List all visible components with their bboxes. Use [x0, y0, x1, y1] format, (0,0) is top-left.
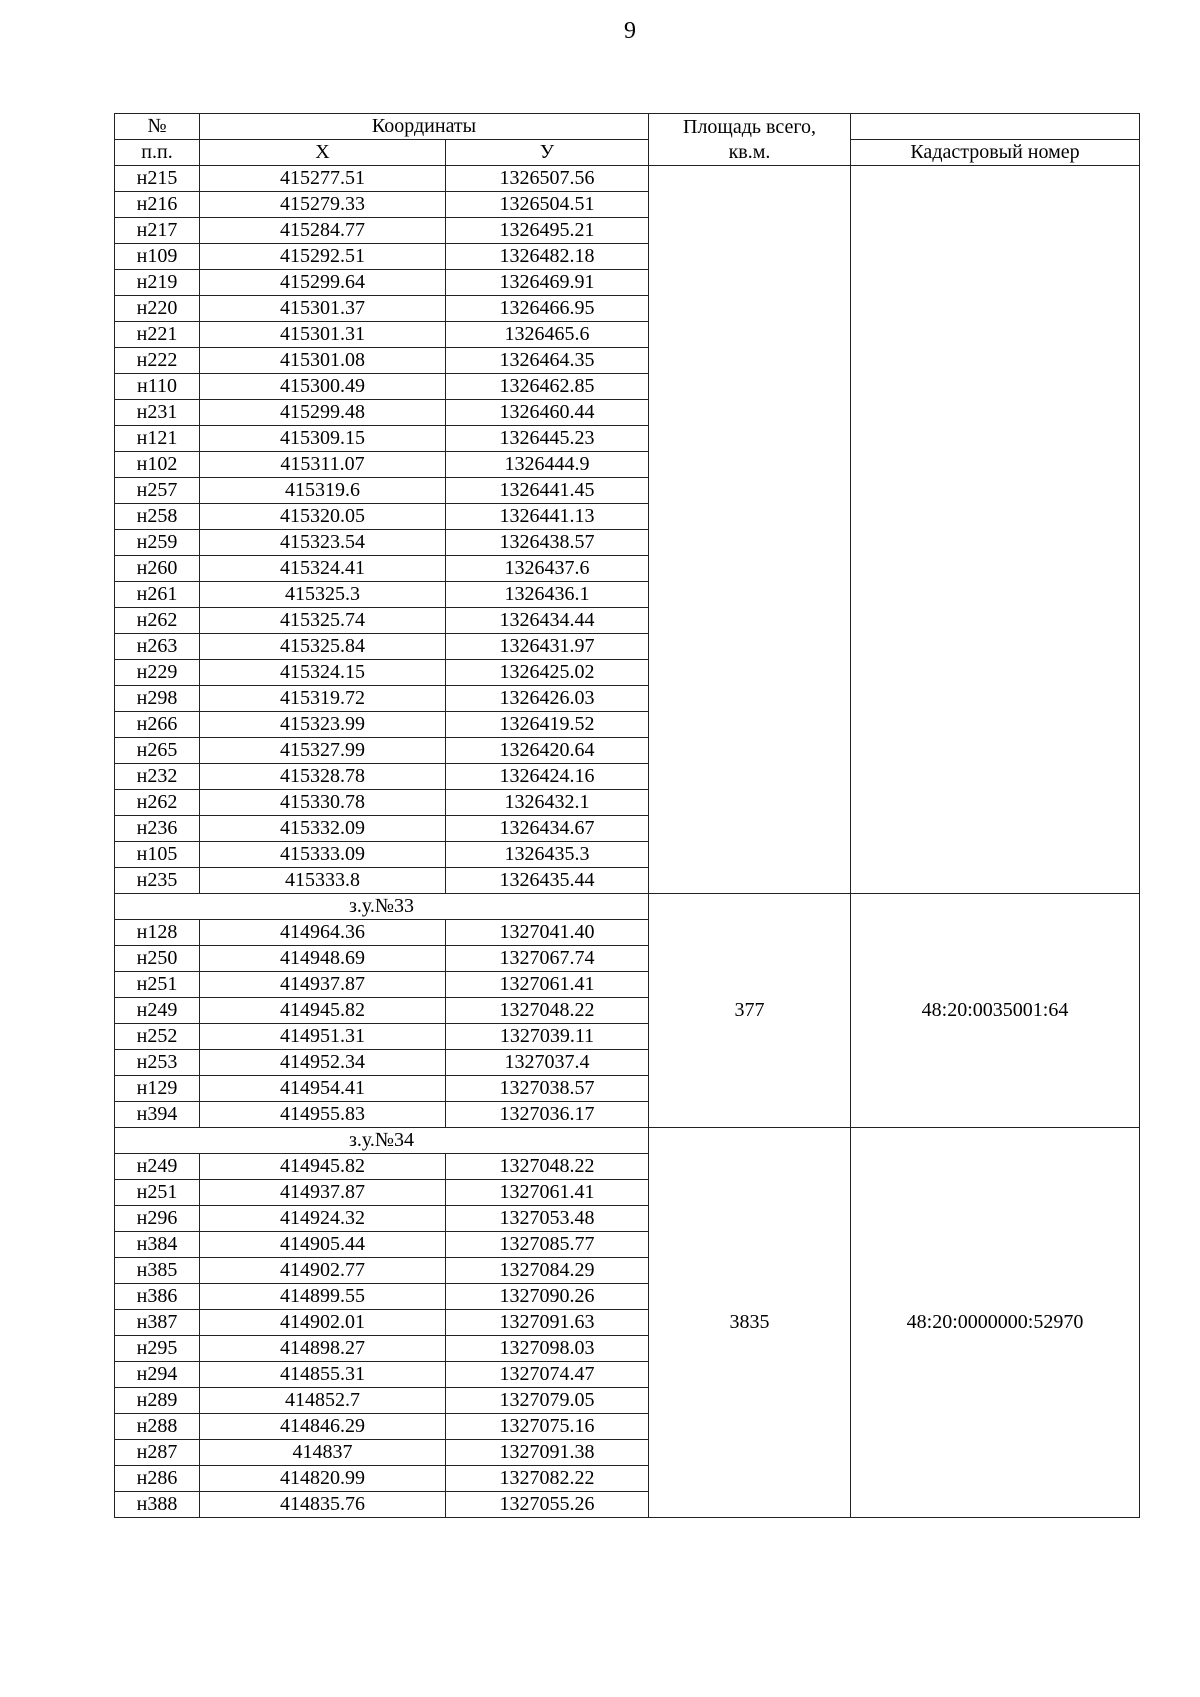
x-coordinate-cell: 415324.41: [200, 556, 446, 582]
y-coordinate-cell: 1327082.22: [446, 1466, 649, 1492]
x-coordinate-cell: 415319.72: [200, 686, 446, 712]
y-coordinate-cell: 1326495.21: [446, 218, 649, 244]
x-coordinate-cell: 415311.07: [200, 452, 446, 478]
point-number-cell: н298: [115, 686, 200, 712]
point-number-cell: н295: [115, 1336, 200, 1362]
x-coordinate-cell: 415301.08: [200, 348, 446, 374]
point-number-cell: н229: [115, 660, 200, 686]
x-coordinate-cell: 414852.7: [200, 1388, 446, 1414]
point-number-cell: н261: [115, 582, 200, 608]
area-header-line1: Площадь всего,: [683, 115, 817, 138]
y-coordinate-cell: 1327038.57: [446, 1076, 649, 1102]
cadastral-value: [851, 166, 1140, 894]
x-coordinate-cell: 414846.29: [200, 1414, 446, 1440]
y-coordinate-cell: 1326424.16: [446, 764, 649, 790]
x-coordinate-cell: 415328.78: [200, 764, 446, 790]
x-coordinate-cell: 415325.3: [200, 582, 446, 608]
y-coordinate-cell: 1327085.77: [446, 1232, 649, 1258]
num-header-line2: п.п.: [115, 140, 200, 166]
y-coordinate-cell: 1326444.9: [446, 452, 649, 478]
y-coordinate-cell: 1326436.1: [446, 582, 649, 608]
point-number-cell: н289: [115, 1388, 200, 1414]
point-number-cell: н258: [115, 504, 200, 530]
point-number-cell: н249: [115, 1154, 200, 1180]
x-coordinate-cell: 414951.31: [200, 1024, 446, 1050]
x-coordinate-cell: 415325.84: [200, 634, 446, 660]
point-number-cell: н109: [115, 244, 200, 270]
x-coordinate-cell: 414899.55: [200, 1284, 446, 1310]
x-coordinate-cell: 415333.09: [200, 842, 446, 868]
y-coordinate-cell: 1327098.03: [446, 1336, 649, 1362]
point-number-cell: н128: [115, 920, 200, 946]
x-coordinate-cell: 415332.09: [200, 816, 446, 842]
x-coordinate-cell: 414948.69: [200, 946, 446, 972]
coordinates-table: [114, 113, 1140, 1518]
x-coordinate-cell: 414837: [200, 1440, 446, 1466]
point-number-cell: н388: [115, 1492, 200, 1518]
y-coordinate-cell: 1326462.85: [446, 374, 649, 400]
point-number-cell: н219: [115, 270, 200, 296]
point-number-cell: н220: [115, 296, 200, 322]
x-coordinate-cell: 414855.31: [200, 1362, 446, 1388]
y-header: У: [446, 140, 649, 166]
x-coordinate-cell: 414902.01: [200, 1310, 446, 1336]
y-coordinate-cell: 1326441.13: [446, 504, 649, 530]
point-number-cell: н386: [115, 1284, 200, 1310]
y-coordinate-cell: 1326419.52: [446, 712, 649, 738]
x-coordinate-cell: 415292.51: [200, 244, 446, 270]
y-coordinate-cell: 1326465.6: [446, 322, 649, 348]
y-coordinate-cell: 1326482.18: [446, 244, 649, 270]
x-coordinate-cell: 414902.77: [200, 1258, 446, 1284]
point-number-cell: н105: [115, 842, 200, 868]
point-number-cell: н249: [115, 998, 200, 1024]
x-coordinate-cell: 414835.76: [200, 1492, 446, 1518]
cadastral-value: 48:20:0035001:64: [851, 894, 1140, 1128]
point-number-cell: н232: [115, 764, 200, 790]
point-number-cell: н387: [115, 1310, 200, 1336]
section-title-row: [115, 894, 1140, 920]
y-coordinate-cell: 1326445.23: [446, 426, 649, 452]
cadastral-value: 48:20:0000000:52970: [851, 1128, 1140, 1518]
x-coordinate-cell: 415325.74: [200, 608, 446, 634]
x-coordinate-cell: 414945.82: [200, 1154, 446, 1180]
section-title: з.у.№33: [115, 894, 649, 920]
y-coordinate-cell: 1327061.41: [446, 1180, 649, 1206]
table-body: [115, 166, 1140, 1518]
point-number-cell: н221: [115, 322, 200, 348]
cadastral-header: Кадастровый номер: [851, 140, 1140, 166]
y-coordinate-cell: 1326469.91: [446, 270, 649, 296]
cadastral-header-blank: [851, 114, 1140, 140]
y-coordinate-cell: 1327039.11: [446, 1024, 649, 1050]
point-number-cell: н251: [115, 972, 200, 998]
y-coordinate-cell: 1326460.44: [446, 400, 649, 426]
x-coordinate-cell: 415301.31: [200, 322, 446, 348]
x-header: Х: [200, 140, 446, 166]
point-number-cell: н286: [115, 1466, 200, 1492]
y-coordinate-cell: 1326507.56: [446, 166, 649, 192]
x-coordinate-cell: 415299.48: [200, 400, 446, 426]
point-number-cell: н110: [115, 374, 200, 400]
section-title-row: [115, 1128, 1140, 1154]
area-header-line2: кв.м.: [728, 140, 771, 163]
y-coordinate-cell: 1327084.29: [446, 1258, 649, 1284]
y-coordinate-cell: 1327091.63: [446, 1310, 649, 1336]
x-coordinate-cell: 415327.99: [200, 738, 446, 764]
y-coordinate-cell: 1326420.64: [446, 738, 649, 764]
point-number-cell: н121: [115, 426, 200, 452]
x-coordinate-cell: 414898.27: [200, 1336, 446, 1362]
num-header-line1: №: [115, 114, 200, 140]
point-number-cell: н384: [115, 1232, 200, 1258]
point-number-cell: н250: [115, 946, 200, 972]
y-coordinate-cell: 1326438.57: [446, 530, 649, 556]
x-coordinate-cell: 414937.87: [200, 1180, 446, 1206]
x-coordinate-cell: 415323.99: [200, 712, 446, 738]
x-coordinate-cell: 414952.34: [200, 1050, 446, 1076]
point-number-cell: н385: [115, 1258, 200, 1284]
y-coordinate-cell: 1327036.17: [446, 1102, 649, 1128]
y-coordinate-cell: 1326464.35: [446, 348, 649, 374]
point-number-cell: н294: [115, 1362, 200, 1388]
x-coordinate-cell: 415277.51: [200, 166, 446, 192]
y-coordinate-cell: 1327037.4: [446, 1050, 649, 1076]
x-coordinate-cell: 415299.64: [200, 270, 446, 296]
x-coordinate-cell: 415320.05: [200, 504, 446, 530]
y-coordinate-cell: 1327067.74: [446, 946, 649, 972]
y-coordinate-cell: 1327055.26: [446, 1492, 649, 1518]
y-coordinate-cell: 1326435.3: [446, 842, 649, 868]
y-coordinate-cell: 1326432.1: [446, 790, 649, 816]
point-number-cell: н394: [115, 1102, 200, 1128]
x-coordinate-cell: 414937.87: [200, 972, 446, 998]
area-value: 377: [649, 894, 851, 1128]
y-coordinate-cell: 1327048.22: [446, 998, 649, 1024]
y-coordinate-cell: 1327048.22: [446, 1154, 649, 1180]
y-coordinate-cell: 1327091.38: [446, 1440, 649, 1466]
point-number-cell: н253: [115, 1050, 200, 1076]
point-number-cell: н260: [115, 556, 200, 582]
area-header: [649, 114, 851, 166]
y-coordinate-cell: 1326504.51: [446, 192, 649, 218]
x-coordinate-cell: 415330.78: [200, 790, 446, 816]
x-coordinate-cell: 415319.6: [200, 478, 446, 504]
point-number-cell: н262: [115, 790, 200, 816]
x-coordinate-cell: 415333.8: [200, 868, 446, 894]
point-number-cell: н235: [115, 868, 200, 894]
x-coordinate-cell: 415300.49: [200, 374, 446, 400]
y-coordinate-cell: 1326466.95: [446, 296, 649, 322]
y-coordinate-cell: 1326434.67: [446, 816, 649, 842]
x-coordinate-cell: 414924.32: [200, 1206, 446, 1232]
x-coordinate-cell: 414955.83: [200, 1102, 446, 1128]
point-number-cell: н102: [115, 452, 200, 478]
x-coordinate-cell: 414820.99: [200, 1466, 446, 1492]
x-coordinate-cell: 414945.82: [200, 998, 446, 1024]
point-number-cell: н216: [115, 192, 200, 218]
point-number-cell: н266: [115, 712, 200, 738]
x-coordinate-cell: 415284.77: [200, 218, 446, 244]
x-coordinate-cell: 415301.37: [200, 296, 446, 322]
table-header: [115, 114, 1140, 166]
y-coordinate-cell: 1326435.44: [446, 868, 649, 894]
point-number-cell: н236: [115, 816, 200, 842]
x-coordinate-cell: 414905.44: [200, 1232, 446, 1258]
y-coordinate-cell: 1326425.02: [446, 660, 649, 686]
point-number-cell: н287: [115, 1440, 200, 1466]
point-number-cell: н259: [115, 530, 200, 556]
y-coordinate-cell: 1327079.05: [446, 1388, 649, 1414]
y-coordinate-cell: 1327074.47: [446, 1362, 649, 1388]
section-title: з.у.№34: [115, 1128, 649, 1154]
point-number-cell: н263: [115, 634, 200, 660]
x-coordinate-cell: 415323.54: [200, 530, 446, 556]
y-coordinate-cell: 1327075.16: [446, 1414, 649, 1440]
point-number-cell: н222: [115, 348, 200, 374]
point-number-cell: н288: [115, 1414, 200, 1440]
table-row: [115, 166, 1140, 192]
x-coordinate-cell: 414964.36: [200, 920, 446, 946]
page-number: 9: [624, 18, 636, 44]
y-coordinate-cell: 1327061.41: [446, 972, 649, 998]
y-coordinate-cell: 1327053.48: [446, 1206, 649, 1232]
x-coordinate-cell: 415309.15: [200, 426, 446, 452]
point-number-cell: н252: [115, 1024, 200, 1050]
point-number-cell: н296: [115, 1206, 200, 1232]
y-coordinate-cell: 1326437.6: [446, 556, 649, 582]
y-coordinate-cell: 1326434.44: [446, 608, 649, 634]
area-value: [649, 166, 851, 894]
point-number-cell: н129: [115, 1076, 200, 1102]
x-coordinate-cell: 415279.33: [200, 192, 446, 218]
y-coordinate-cell: 1326426.03: [446, 686, 649, 712]
y-coordinate-cell: 1327041.40: [446, 920, 649, 946]
y-coordinate-cell: 1327090.26: [446, 1284, 649, 1310]
x-coordinate-cell: 415324.15: [200, 660, 446, 686]
point-number-cell: н265: [115, 738, 200, 764]
point-number-cell: н217: [115, 218, 200, 244]
coords-header: Координаты: [200, 114, 649, 140]
point-number-cell: н251: [115, 1180, 200, 1206]
y-coordinate-cell: 1326441.45: [446, 478, 649, 504]
point-number-cell: н215: [115, 166, 200, 192]
point-number-cell: н257: [115, 478, 200, 504]
point-number-cell: н231: [115, 400, 200, 426]
x-coordinate-cell: 414954.41: [200, 1076, 446, 1102]
point-number-cell: н262: [115, 608, 200, 634]
y-coordinate-cell: 1326431.97: [446, 634, 649, 660]
area-value: 3835: [649, 1128, 851, 1518]
